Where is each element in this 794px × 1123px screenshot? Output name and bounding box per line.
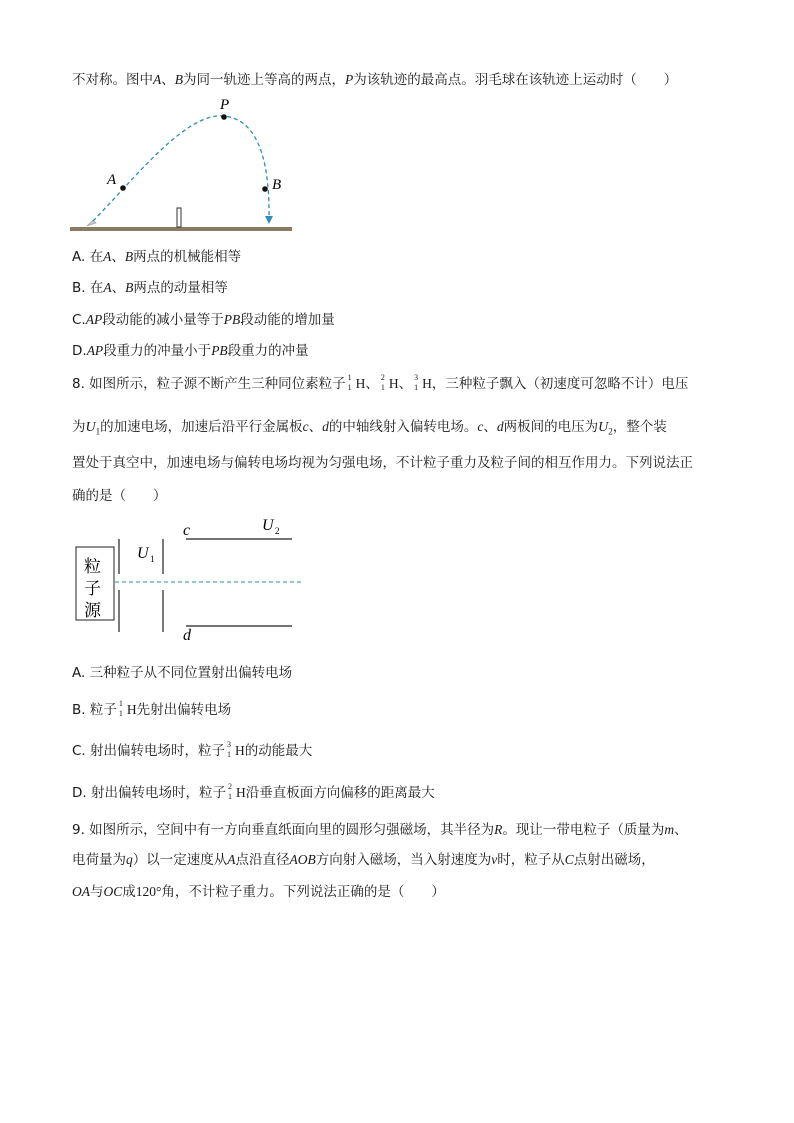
label-U1-sub: 1 [150,554,155,564]
point-P [221,114,227,120]
q7-trajectory-figure [66,92,306,237]
isotope-3-1: 3 1 [414,373,419,392]
q7-option-b[interactable]: B. 在A、B两点的动量相等 [72,280,228,296]
q8-stem-line1: 8. 如图所示，粒子源不断产生三种同位素粒子 1 1 H、 2 1 H、 3 1 H，三种粒子飘入（初速度可忽略不计）电压 [72,373,689,392]
q8-option-b[interactable]: B. 粒子 1 1 H先射出偏转电场 [72,699,232,718]
isotope-1-1: 1 1 [347,373,352,392]
label-P: P [220,97,230,113]
point-B [262,186,268,192]
source-label-3: 源 [84,601,101,621]
q9-stem-line2: 电荷量为q）以一定速度从A点沿直径AOB方向射入磁场，当入射速度为v时，粒子从C点射出磁场， [72,852,655,868]
label-A: A [107,172,117,188]
source-label-1: 粒 [84,557,101,577]
q7-option-d[interactable]: D.AP段重力的冲量小于PB段重力的冲量 [72,343,309,359]
point-A [120,185,126,191]
source-label-2: 子 [84,579,101,599]
label-B: B [272,177,282,193]
net-post [177,208,181,227]
shuttlecock-icon [87,220,96,226]
label-U1: U [137,545,149,562]
q7-stem: 不对称。图中A、B为同一轨迹上等高的两点，P为该轨迹的最高点。羽毛球在该轨迹上运动时（ ） [72,72,678,88]
label-U2: U [262,517,274,534]
q9-stem-line1: 9. 如图所示，空间中有一方向垂直纸面向里的圆形匀强磁场，其半径为R。现让一带电粒子（质量为m、 [72,822,688,838]
label-U2-sub: 2 [275,526,280,536]
arrow-head [265,216,273,224]
ground [70,227,292,231]
q8-accelerator-figure [70,512,310,644]
q8-stem-line4: 确的是（ ） [72,488,167,504]
q8-option-c[interactable]: C. 射出偏转电场时，粒子 3 1 H的动能最大 [72,740,313,759]
q8-option-d[interactable]: D. 射出偏转电场时，粒子 2 1 H沿垂直板面方向偏移的距离最大 [72,782,435,801]
q8-stem-line2: 为$U_1$的加速电场，加速后沿平行金属板c、d的中轴线射入偏转电场。c、d两板间的电压为$U_2$，整个装 [72,419,667,437]
q9-stem-line3: OA与OC成120°角，不计粒子重力。下列说法正确的是（ ） [72,884,445,900]
q7-option-c[interactable]: C.AP段动能的减小量等于PB段动能的增加量 [72,312,335,328]
q7-option-a[interactable]: A. 在A、B两点的机械能相等 [72,249,242,265]
trajectory-curve [93,116,269,221]
q8-option-a[interactable]: A. 三种粒子从不同位置射出偏转电场 [72,665,293,681]
label-c: c [183,522,191,539]
q8-stem-line3: 置处于真空中，加速电场与偏转电场均视为匀强电场，不计粒子重力及粒子间的相互作用力。下列说法正 [72,455,693,471]
label-d: d [183,627,191,644]
isotope-2-1: 2 1 [380,373,385,392]
